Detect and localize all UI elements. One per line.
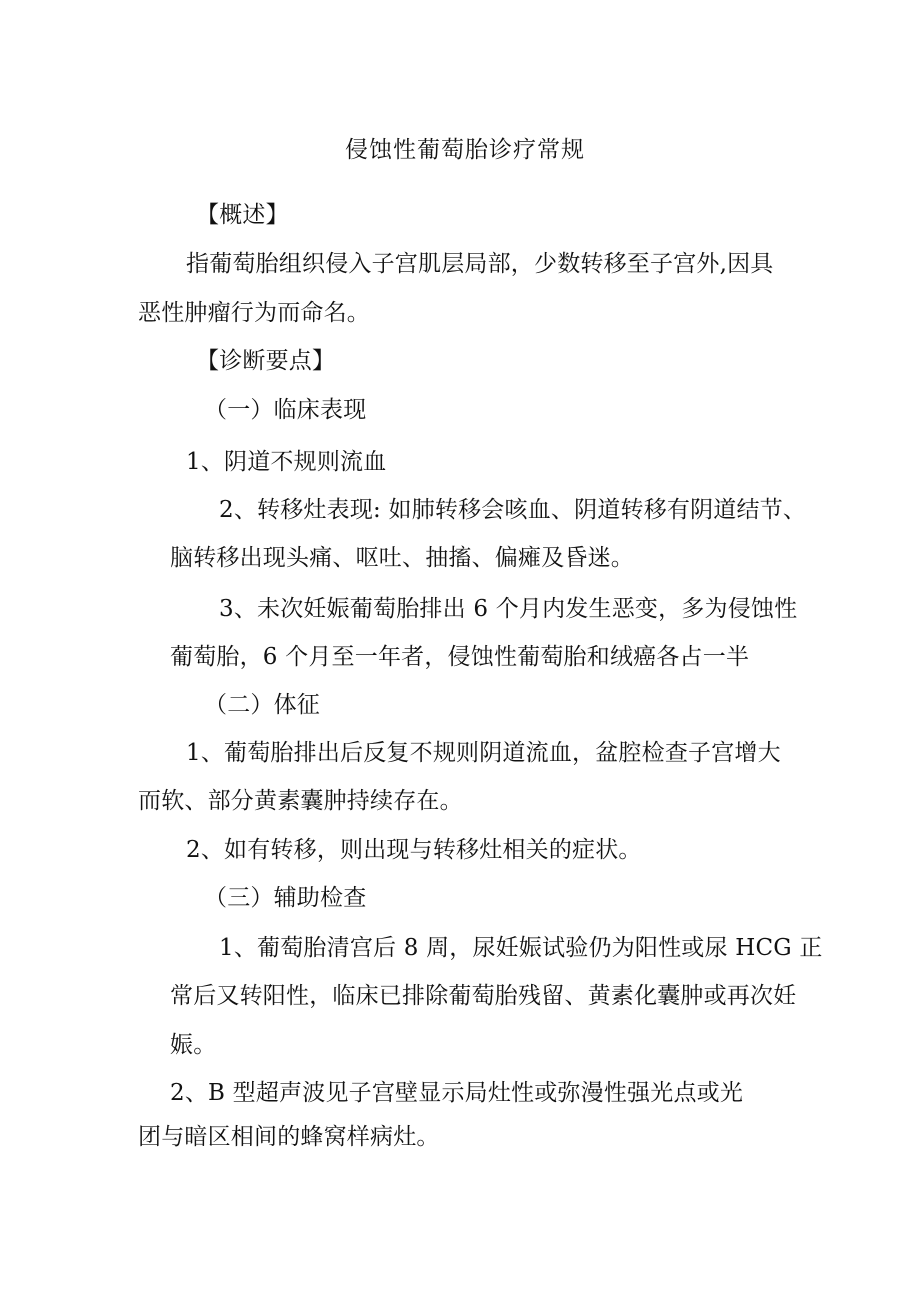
clinical-heading: （一）临床表现 [204,397,367,423]
signs-item-1-line-2: 而软、部分黄素囊肿持续存在。 [138,788,463,814]
clinical-item-2-line-1: 2、转移灶表现: 如肺转移会咳血、阴道转移有阴道结节、 [219,497,807,523]
clinical-item-1: 1、阴道不规则流血 [186,449,387,475]
auxiliary-item-2-line-2: 团与暗区相间的蜂窝样病灶。 [138,1124,440,1150]
auxiliary-item-2-line-1: 2、B 型超声波见子宫壁显示局灶性或弥漫性强光点或光 [170,1080,744,1106]
clinical-item-3-line-2: 葡萄胎，6 个月至一年者，侵蚀性葡萄胎和绒癌各占一半 [170,644,750,670]
overview-heading: 【概述】 [196,202,289,228]
document-title: 侵蚀性葡萄胎诊疗常规 [345,137,585,163]
clinical-item-3-line-1: 3、未次妊娠葡萄胎排出 6 个月内发生恶变，多为侵蚀性 [219,596,798,622]
signs-heading: （二）体征 [204,692,320,718]
auxiliary-heading: （三）辅助检查 [204,885,367,911]
clinical-item-2-line-2: 脑转移出现头痛、呕吐、抽搐、偏瘫及昏迷。 [170,545,634,571]
overview-paragraph-line-2: 恶性肿瘤行为而命名。 [138,300,370,326]
signs-item-2: 2、如有转移，则出现与转移灶相关的症状。 [186,837,642,863]
auxiliary-item-1-line-2: 常后又转阳性，临床已排除葡萄胎残留、黄素化囊肿或再次妊 [170,983,797,1009]
signs-item-1-line-1: 1、葡萄胎排出后反复不规则阴道流血，盆腔检查子宫增大 [186,740,781,766]
auxiliary-item-1-line-3: 娠。 [170,1032,217,1058]
auxiliary-item-1-line-1: 1、葡萄胎清宫后 8 周，尿妊娠试验仍为阳性或尿 HCG 正 [219,935,823,961]
overview-paragraph-line-1: 指葡萄胎组织侵入子宫肌层局部，少数转移至子宫外,因具 [186,251,774,277]
diagnosis-heading: 【诊断要点】 [196,348,336,374]
